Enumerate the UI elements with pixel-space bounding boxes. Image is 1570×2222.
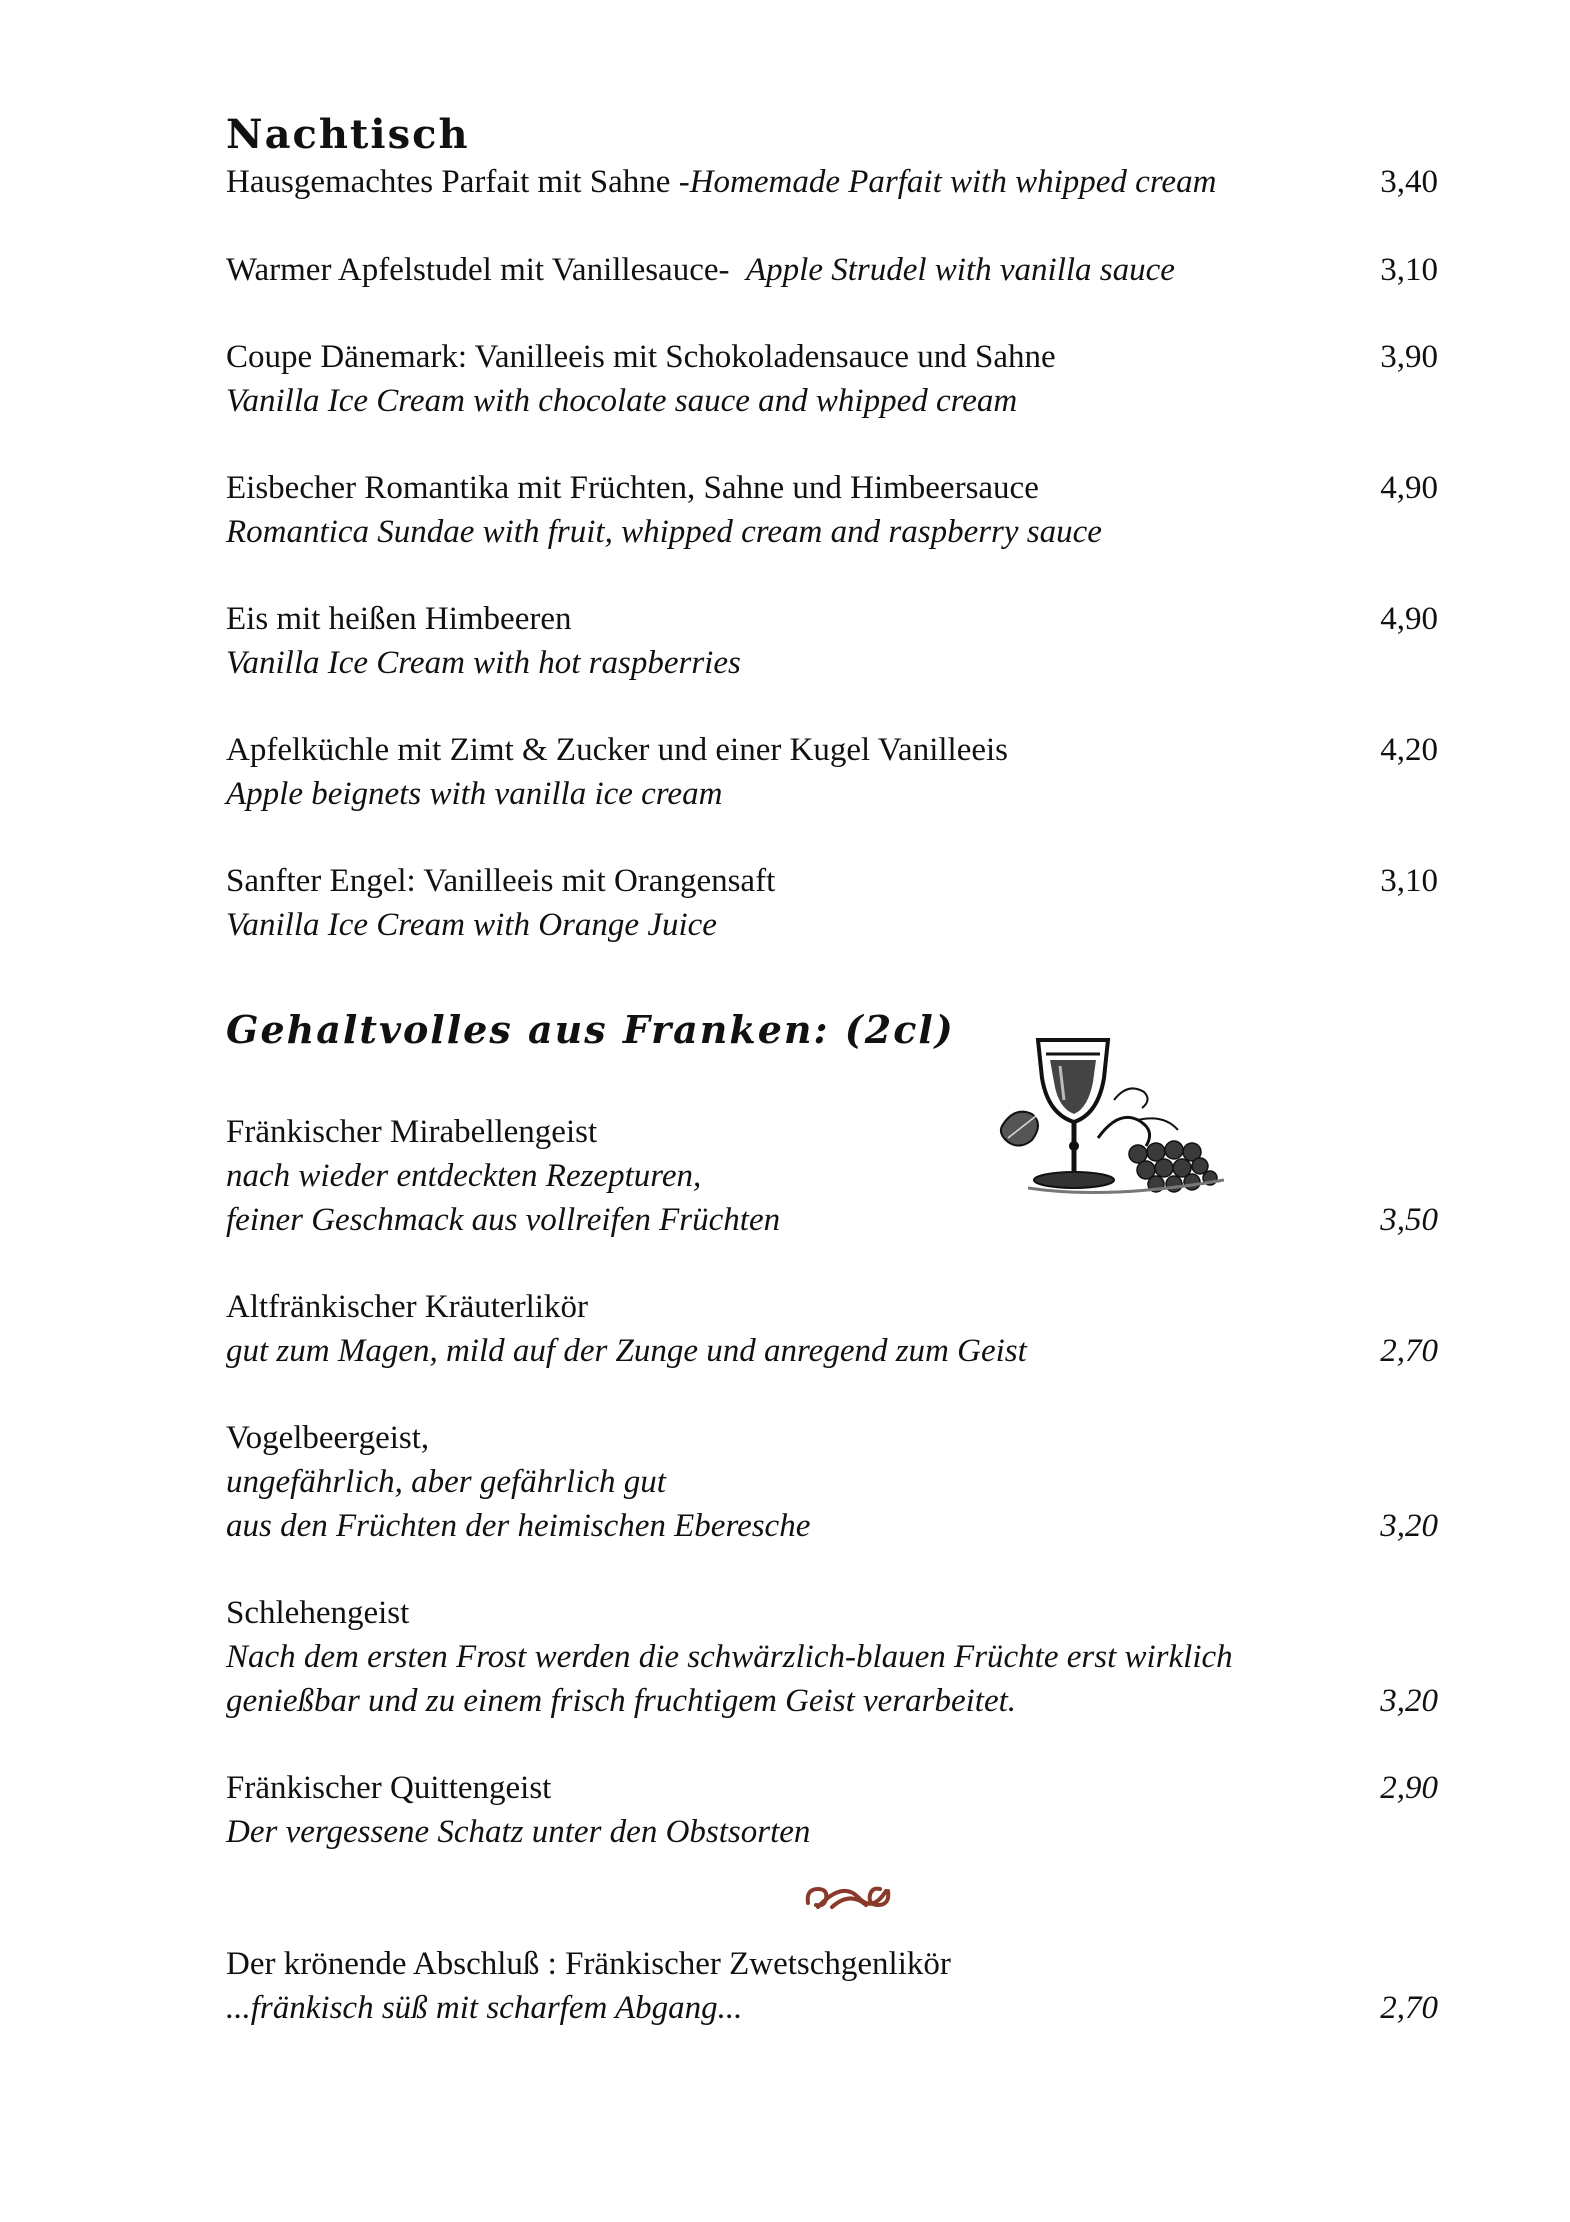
item-name: Fränkischer Mirabellengeist	[226, 1114, 598, 1150]
item-price: 2,90	[1380, 1770, 1438, 1806]
menu-item-quittengeist	[226, 1766, 1446, 1810]
menu-item-parfait	[226, 160, 1446, 204]
item-name: Coupe Dänemark: Vanilleeis mit Schokoladensauce und Sahne	[226, 339, 1056, 375]
menu-item-eisbecher-romantika	[226, 466, 1446, 510]
item-translation: Romantica Sundae with fruit, whipped cream and raspberry sauce	[226, 514, 1102, 550]
item-description: ungefährlich, aber gefährlich gut	[226, 1464, 666, 1500]
menu-item-mirabellengeist	[226, 1110, 1446, 1154]
item-description: feiner Geschmack aus vollreifen Früchten	[226, 1202, 781, 1238]
item-price: 3,40	[1380, 164, 1438, 200]
item-name: Altfränkischer Kräuterlikör	[226, 1289, 588, 1325]
item-translation: Vanilla Ice Cream with Orange Juice	[226, 907, 717, 943]
item-translation: Apple beignets with vanilla ice cream	[226, 776, 723, 812]
item-name: Der krönende Abschluß : Fränkischer Zwetschgenlikör	[226, 1946, 951, 1982]
item-price: 2,70	[1380, 1333, 1438, 1369]
item-name: Apfelküchle mit Zimt & Zucker und einer Kugel Vanilleeis	[226, 732, 1009, 768]
item-description-row	[226, 1504, 1446, 1548]
item-description-row	[226, 1679, 1446, 1723]
item-price: 3,90	[1380, 339, 1438, 375]
section-title-nachtisch: Nachtisch	[226, 111, 470, 158]
item-name: Eisbecher Romantika mit Früchten, Sahne und Himbeersauce	[226, 470, 1039, 506]
flourish-ornament-icon	[802, 1877, 894, 1917]
menu-item-vogelbeergeist	[226, 1416, 1446, 1460]
item-description: Nach dem ersten Frost werden die schwärzlich-blauen Früchte erst wirklich	[226, 1639, 1233, 1675]
item-translation: Homemade Parfait with whipped cream	[689, 164, 1217, 200]
item-description-row	[226, 1198, 1446, 1242]
item-name: Vogelbeergeist,	[226, 1420, 430, 1456]
menu-item-apfelstrudel	[226, 248, 1446, 292]
item-description-row	[226, 1986, 1446, 2030]
item-price: 4,20	[1380, 732, 1438, 768]
item-name: Schlehengeist	[226, 1595, 410, 1631]
item-description: genießbar und zu einem frisch fruchtigem Geist verarbeitet.	[226, 1683, 1017, 1719]
item-price: 3,20	[1380, 1508, 1438, 1544]
item-price: 3,10	[1380, 863, 1438, 899]
item-name: Sanfter Engel: Vanilleeis mit Orangensaft	[226, 863, 776, 899]
menu-item-apfelkuechle	[226, 728, 1446, 772]
menu-item-schlehengeist	[226, 1591, 1446, 1635]
item-name: Eis mit heißen Himbeeren	[226, 601, 572, 637]
item-translation: Vanilla Ice Cream with hot raspberries	[226, 645, 741, 681]
item-price: 4,90	[1380, 470, 1438, 506]
item-translation: Vanilla Ice Cream with chocolate sauce and whipped cream	[226, 383, 1018, 419]
item-description: aus den Früchten der heimischen Eberesche	[226, 1508, 811, 1544]
item-name: Hausgemachtes Parfait mit Sahne -	[226, 164, 690, 200]
item-description: nach wieder entdeckten Rezepturen,	[226, 1158, 702, 1194]
item-description: Der vergessene Schatz unter den Obstsorten	[226, 1814, 811, 1850]
item-price: 3,20	[1380, 1683, 1438, 1719]
item-price: 3,10	[1380, 252, 1438, 288]
menu-item-zwetschgenlikoer	[226, 1942, 1446, 1986]
menu-item-coupe-daenemark	[226, 335, 1446, 379]
item-translation: Apple Strudel with vanilla sauce	[746, 252, 1175, 288]
menu-item-eis-himbeeren	[226, 597, 1446, 641]
item-description: ...fränkisch süß mit scharfem Abgang...	[226, 1990, 743, 2026]
item-name: Fränkischer Quittengeist	[226, 1770, 552, 1806]
item-description-row	[226, 1329, 1446, 1373]
item-price: 4,90	[1380, 601, 1438, 637]
menu-item-kraeuterlikoer	[226, 1285, 1446, 1329]
item-price: 2,70	[1380, 1990, 1438, 2026]
item-name: Warmer Apfelstudel mit Vanillesauce-	[226, 252, 746, 288]
item-price: 3,50	[1380, 1202, 1438, 1238]
menu-item-sanfter-engel	[226, 859, 1446, 903]
item-description: gut zum Magen, mild auf der Zunge und anregend zum Geist	[226, 1333, 1027, 1369]
section-title-gehaltvolles: Gehaltvolles aus Franken: (2cl)	[226, 1007, 955, 1052]
